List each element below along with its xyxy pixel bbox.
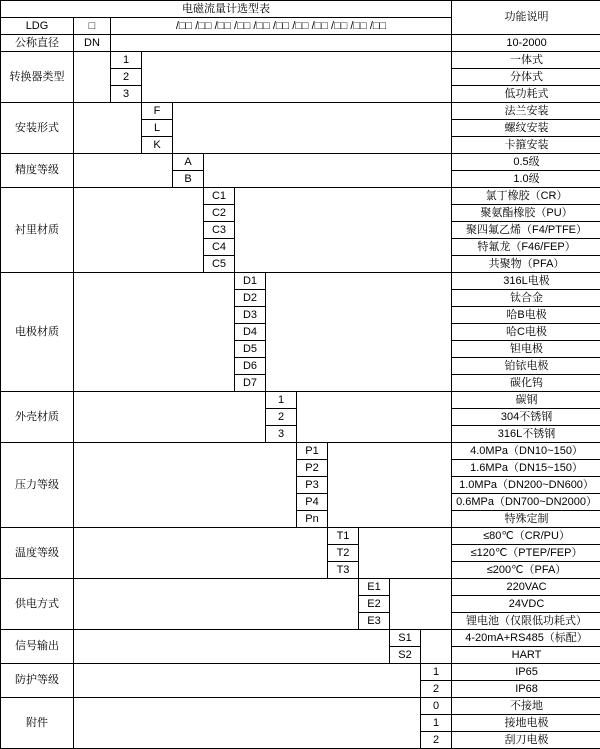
desc-temperature-t1: ≤80℃（CR/PU） [452,528,600,545]
code-pressure-pn: Pn [297,511,328,528]
page-title: 电磁流量计选型表 [1,1,452,18]
spacer-cell [74,188,204,273]
spacer-cell [421,630,452,664]
desc-pressure-pn: 特殊定制 [452,511,600,528]
code-electrode-d4: D4 [235,324,266,341]
desc-electrode-d7: 碳化钨 [452,375,600,392]
desc-power-e1: 220VAC [452,579,600,596]
code-lining-c2: C2 [204,205,235,222]
spacer-cell [111,35,452,52]
code-housing-2: 2 [266,409,297,426]
desc-protection-2: IP68 [452,681,600,698]
code-lining-c5: C5 [204,256,235,273]
row-label-installation-type: 安装形式 [1,103,74,154]
desc-power-e3: 锂电池（仅限低功耗式） [452,613,600,630]
row-label-accuracy-class: 精度等级 [1,154,74,188]
desc-header: 功能说明 [452,1,600,35]
code-signal-s1: S1 [390,630,421,647]
code-housing-3: 3 [266,426,297,443]
code-installation-l: L [142,120,173,137]
code-signal-s2: S2 [390,647,421,664]
spacer-cell [74,154,173,188]
desc-protection-1: IP65 [452,664,600,681]
desc-pressure-p2: 1.6MPa（DN15~150） [452,460,600,477]
desc-converter-type-1: 一体式 [452,52,600,69]
code-electrode-d5: D5 [235,341,266,358]
code-pressure-p2: P2 [297,460,328,477]
code-electrode-d2: D2 [235,290,266,307]
row-label-converter-type: 转换器类型 [1,52,74,103]
row-label-temperature-class: 温度等级 [1,528,74,579]
spacer-cell [235,188,452,273]
table-row [1,103,600,120]
code-pressure-p4: P4 [297,494,328,511]
desc-lining-c1: 氯丁橡胶（CR） [452,188,600,205]
desc-lining-c5: 共聚物（PFA） [452,256,600,273]
code-protection-2: 2 [421,681,452,698]
table-row [1,35,600,52]
table-row [1,443,600,460]
table-row [1,664,600,681]
row-label-power-supply: 供电方式 [1,579,74,630]
spacer-cell [74,698,421,749]
code-lining-c1: C1 [204,188,235,205]
table-row [1,630,600,647]
desc-electrode-d1: 316L电极 [452,273,600,290]
desc-pressure-p4: 0.6MPa（DN700~DN2000） [452,494,600,511]
code-electrode-d3: D3 [235,307,266,324]
code-installation-f: F [142,103,173,120]
spacer-cell [74,630,390,664]
row-label-protection-class: 防护等级 [1,664,74,698]
table-row [1,528,600,545]
table-row [1,698,600,715]
row-label-housing-material: 外壳材质 [1,392,74,443]
spacer-cell [74,579,359,630]
desc-temperature-t3: ≤200℃（PFA） [452,562,600,579]
desc-accuracy-a: 0.5级 [452,154,600,171]
code-accessory-2: 2 [421,732,452,749]
spacer-cell [173,103,452,154]
desc-installation-k: 卡箍安装 [452,137,600,154]
spacer-cell [328,443,452,528]
spacer-cell [74,273,235,392]
desc-signal-s2: HART [452,647,600,664]
code-temperature-t2: T2 [328,545,359,562]
table-row [1,154,600,171]
desc-housing-3: 316L不锈钢 [452,426,600,443]
code-lining-c3: C3 [204,222,235,239]
code-accuracy-b: B [173,171,204,188]
spacer-cell [74,103,142,154]
desc-power-e2: 24VDC [452,596,600,613]
row-label-lining-material: 衬里材质 [1,188,74,273]
desc-signal-s1: 4-20mA+RS485（标配） [452,630,600,647]
desc-converter-type-2: 分体式 [452,69,600,86]
code-electrode-d7: D7 [235,375,266,392]
spacer-cell [74,664,421,698]
row-label-electrode-material: 电极材质 [1,273,74,392]
code-installation-k: K [142,137,173,154]
desc-electrode-d2: 钛合金 [452,290,600,307]
desc-installation-l: 螺纹安装 [452,120,600,137]
desc-nominal-diameter: 10-2000 [452,35,600,52]
code-power-e1: E1 [359,579,390,596]
code-accessory-1: 1 [421,715,452,732]
table-row [1,392,600,409]
row-label-pressure-class: 压力等级 [1,443,74,528]
spacer-cell [74,392,266,443]
code-converter-type-2: 2 [111,69,142,86]
desc-lining-c4: 特氟龙（F46/FEP） [452,239,600,256]
desc-installation-f: 法兰安装 [452,103,600,120]
desc-housing-1: 碳钢 [452,392,600,409]
code-pressure-p3: P3 [297,477,328,494]
code-protection-1: 1 [421,664,452,681]
code-electrode-d6: D6 [235,358,266,375]
table-title-row [1,1,600,18]
code-temperature-t3: T3 [328,562,359,579]
desc-electrode-d4: 哈C电极 [452,324,600,341]
code-dn: DN [74,35,111,52]
code-power-e2: E2 [359,596,390,613]
table-row [1,579,600,596]
desc-lining-c3: 聚四氟乙烯（F4/PTFE） [452,222,600,239]
row-label-accessories: 附件 [1,698,74,749]
spacer-cell [74,52,111,103]
code-power-e3: E3 [359,613,390,630]
row-label-signal-output: 信号输出 [1,630,74,664]
desc-housing-2: 304不锈钢 [452,409,600,426]
spacer-cell [74,443,297,528]
code-converter-type-3: 3 [111,86,142,103]
code-housing-1: 1 [266,392,297,409]
desc-accessory-1: 接地电极 [452,715,600,732]
code-accessory-0: 0 [421,698,452,715]
desc-pressure-p3: 1.0MPa（DN200~DN600） [452,477,600,494]
desc-accuracy-b: 1.0级 [452,171,600,188]
code-pressure-p1: P1 [297,443,328,460]
model-code: LDG [1,18,74,35]
code-temperature-t1: T1 [328,528,359,545]
model-slash-group: /□□ /□□ /□□ /□□ /□□ /□□ /□□ /□□ /□□ /□□ /□□ [111,18,452,35]
code-electrode-d1: D1 [235,273,266,290]
desc-converter-type-3: 低功耗式 [452,86,600,103]
spacer-cell [204,154,452,188]
desc-pressure-p1: 4.0MPa（DN10~150） [452,443,600,460]
desc-accessory-0: 不接地 [452,698,600,715]
desc-accessory-2: 刮刀电极 [452,732,600,749]
spacer-cell [74,528,328,579]
desc-lining-c2: 聚氨酯橡胶（PU） [452,205,600,222]
table-row [1,188,600,205]
spacer-cell [359,528,452,579]
table-row [1,52,600,69]
code-converter-type-1: 1 [111,52,142,69]
code-accuracy-a: A [173,154,204,171]
row-label-nominal-diameter: 公称直径 [1,35,74,52]
spacer-cell [266,273,452,392]
spacer-cell [390,579,452,630]
spacer-cell [142,52,452,103]
desc-electrode-d3: 哈B电极 [452,307,600,324]
model-box: □ [74,18,111,35]
spacer-cell [297,392,452,443]
desc-electrode-d5: 钽电极 [452,341,600,358]
table-row [1,273,600,290]
desc-electrode-d6: 铂铱电极 [452,358,600,375]
desc-temperature-t2: ≤120℃（PTEP/FEP） [452,545,600,562]
code-lining-c4: C4 [204,239,235,256]
